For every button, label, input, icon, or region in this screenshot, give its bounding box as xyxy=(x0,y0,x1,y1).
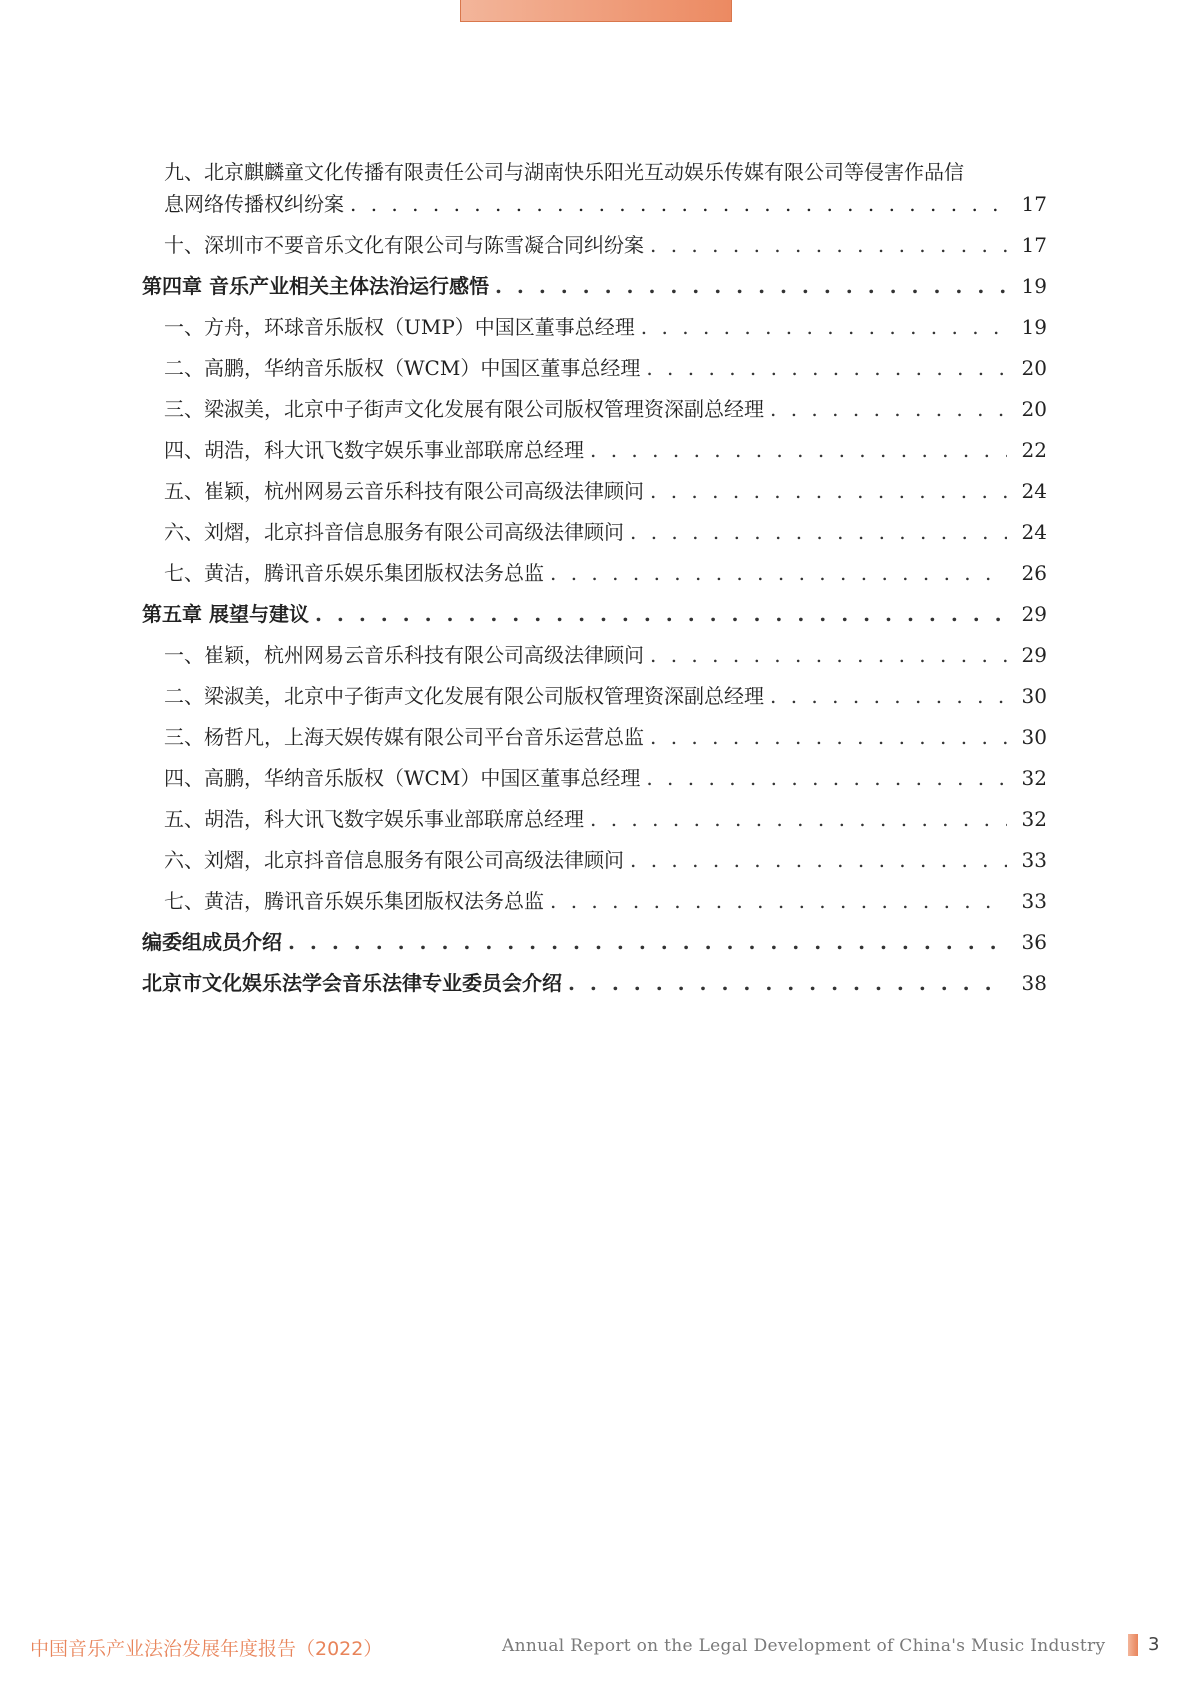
toc-entry-page: 30 xyxy=(1021,684,1047,708)
toc-leader-dots xyxy=(770,393,1007,425)
toc-leader-dots xyxy=(650,229,1007,261)
toc-leader-dots xyxy=(646,762,1007,794)
toc-entry[interactable] xyxy=(142,876,1047,917)
toc-entry-title: 第四章 音乐产业相关主体法治运行感悟 xyxy=(142,274,489,298)
toc-leader-dots xyxy=(550,885,1007,917)
toc-entry-title: 七、黄洁，腾讯音乐娱乐集团版权法务总监 xyxy=(164,889,544,913)
toc-leader-dots xyxy=(568,967,1007,999)
toc-entry-title-line2: 息网络传播权纠纷案 xyxy=(164,192,344,216)
toc-entry-title: 五、崔颖，杭州网易云音乐科技有限公司高级法律顾问 xyxy=(164,479,644,503)
toc-entry-page: 32 xyxy=(1021,766,1047,790)
toc-entry-title: 三、杨哲凡，上海天娱传媒有限公司平台音乐运营总监 xyxy=(164,725,644,749)
toc-entry[interactable] xyxy=(142,548,1047,589)
toc-leader-dots xyxy=(590,803,1007,835)
toc-entry-page: 20 xyxy=(1021,397,1047,421)
toc-entry-page: 36 xyxy=(1021,930,1047,954)
toc-entry[interactable] xyxy=(142,753,1047,794)
toc-chapter-entry[interactable] xyxy=(142,589,1047,630)
toc-entry[interactable] xyxy=(142,302,1047,343)
toc-chapter-entry[interactable] xyxy=(142,958,1047,999)
toc-entry-page: 24 xyxy=(1021,479,1047,503)
toc-entry[interactable] xyxy=(142,156,1047,220)
toc-entry-title: 第五章 展望与建议 xyxy=(142,602,309,626)
page-number: 3 xyxy=(1148,1634,1160,1655)
toc-leader-dots xyxy=(650,721,1007,753)
toc-leader-dots xyxy=(650,475,1007,507)
toc-leader-dots xyxy=(646,352,1007,384)
toc-entry-title: 五、胡浩，科大讯飞数字娱乐事业部联席总经理 xyxy=(164,807,584,831)
toc-entry-page: 26 xyxy=(1021,561,1047,585)
toc-entry-title: 编委组成员介绍 xyxy=(142,930,282,954)
toc-leader-dots xyxy=(315,598,1007,630)
toc-leader-dots xyxy=(495,270,1007,302)
header-accent-tab xyxy=(460,0,732,22)
toc-entry-title: 二、梁淑美，北京中子街声文化发展有限公司版权管理资深副总经理 xyxy=(164,684,764,708)
toc-entry[interactable] xyxy=(142,220,1047,261)
toc-leader-dots xyxy=(350,188,1007,220)
toc-leader-dots xyxy=(650,639,1007,671)
table-of-contents xyxy=(142,156,1047,999)
toc-entry[interactable] xyxy=(142,507,1047,548)
toc-leader-dots xyxy=(590,434,1007,466)
toc-entry-page: 32 xyxy=(1021,807,1047,831)
toc-entry-page: 29 xyxy=(1021,602,1047,626)
toc-entry[interactable] xyxy=(142,466,1047,507)
toc-entry-title: 三、梁淑美，北京中子街声文化发展有限公司版权管理资深副总经理 xyxy=(164,397,764,421)
toc-entry[interactable] xyxy=(142,671,1047,712)
toc-entry-title-line1: 九、北京麒麟童文化传播有限责任公司与湖南快乐阳光互动娱乐传媒有限公司等侵害作品信 xyxy=(164,160,964,184)
toc-entry[interactable] xyxy=(142,384,1047,425)
toc-leader-dots xyxy=(288,926,1007,958)
toc-entry-page: 30 xyxy=(1021,725,1047,749)
toc-entry-page: 17 xyxy=(1021,233,1047,257)
toc-entry-title: 四、高鹏，华纳音乐版权（WCM）中国区董事总经理 xyxy=(164,766,641,790)
toc-leader-dots xyxy=(630,516,1007,548)
toc-entry-title: 七、黄洁，腾讯音乐娱乐集团版权法务总监 xyxy=(164,561,544,585)
toc-entry-page: 29 xyxy=(1021,643,1047,667)
toc-leader-dots xyxy=(770,680,1007,712)
toc-entry-page: 19 xyxy=(1021,315,1047,339)
toc-entry-page: 20 xyxy=(1021,356,1047,380)
toc-entry-title: 一、方舟，环球音乐版权（UMP）中国区董事总经理 xyxy=(164,315,635,339)
toc-entry-title: 北京市文化娱乐法学会音乐法律专业委员会介绍 xyxy=(142,971,562,995)
toc-leader-dots xyxy=(630,844,1007,876)
toc-entry-page: 24 xyxy=(1021,520,1047,544)
toc-entry-title: 十、深圳市不要音乐文化有限公司与陈雪凝合同纠纷案 xyxy=(164,233,644,257)
toc-entry-title: 一、崔颖，杭州网易云音乐科技有限公司高级法律顾问 xyxy=(164,643,644,667)
toc-entry-page: 22 xyxy=(1021,438,1047,462)
footer-title-cn: 中国音乐产业法治发展年度报告（2022） xyxy=(30,1638,383,1660)
footer-title-en: Annual Report on the Legal Development of China's Music Industry xyxy=(502,1636,1106,1656)
toc-chapter-entry[interactable] xyxy=(142,261,1047,302)
toc-leader-dots xyxy=(641,311,1007,343)
toc-entry-title: 六、刘熠，北京抖音信息服务有限公司高级法律顾问 xyxy=(164,848,624,872)
toc-entry[interactable] xyxy=(142,794,1047,835)
toc-entry-title: 二、高鹏，华纳音乐版权（WCM）中国区董事总经理 xyxy=(164,356,641,380)
toc-entry-title: 六、刘熠，北京抖音信息服务有限公司高级法律顾问 xyxy=(164,520,624,544)
toc-entry[interactable] xyxy=(142,425,1047,466)
toc-entry-page: 19 xyxy=(1021,274,1047,298)
toc-entry[interactable] xyxy=(142,835,1047,876)
toc-entry-page: 33 xyxy=(1021,889,1047,913)
toc-leader-dots xyxy=(550,557,1007,589)
page-footer xyxy=(0,1628,1189,1668)
toc-entry-title: 四、胡浩，科大讯飞数字娱乐事业部联席总经理 xyxy=(164,438,584,462)
toc-entry-page: 33 xyxy=(1021,848,1047,872)
toc-entry[interactable] xyxy=(142,630,1047,671)
toc-entry[interactable] xyxy=(142,343,1047,384)
toc-entry-page: 17 xyxy=(1021,192,1047,216)
footer-accent-bar xyxy=(1128,1634,1138,1656)
toc-entry[interactable] xyxy=(142,712,1047,753)
toc-entry-page: 38 xyxy=(1021,971,1047,995)
toc-chapter-entry[interactable] xyxy=(142,917,1047,958)
